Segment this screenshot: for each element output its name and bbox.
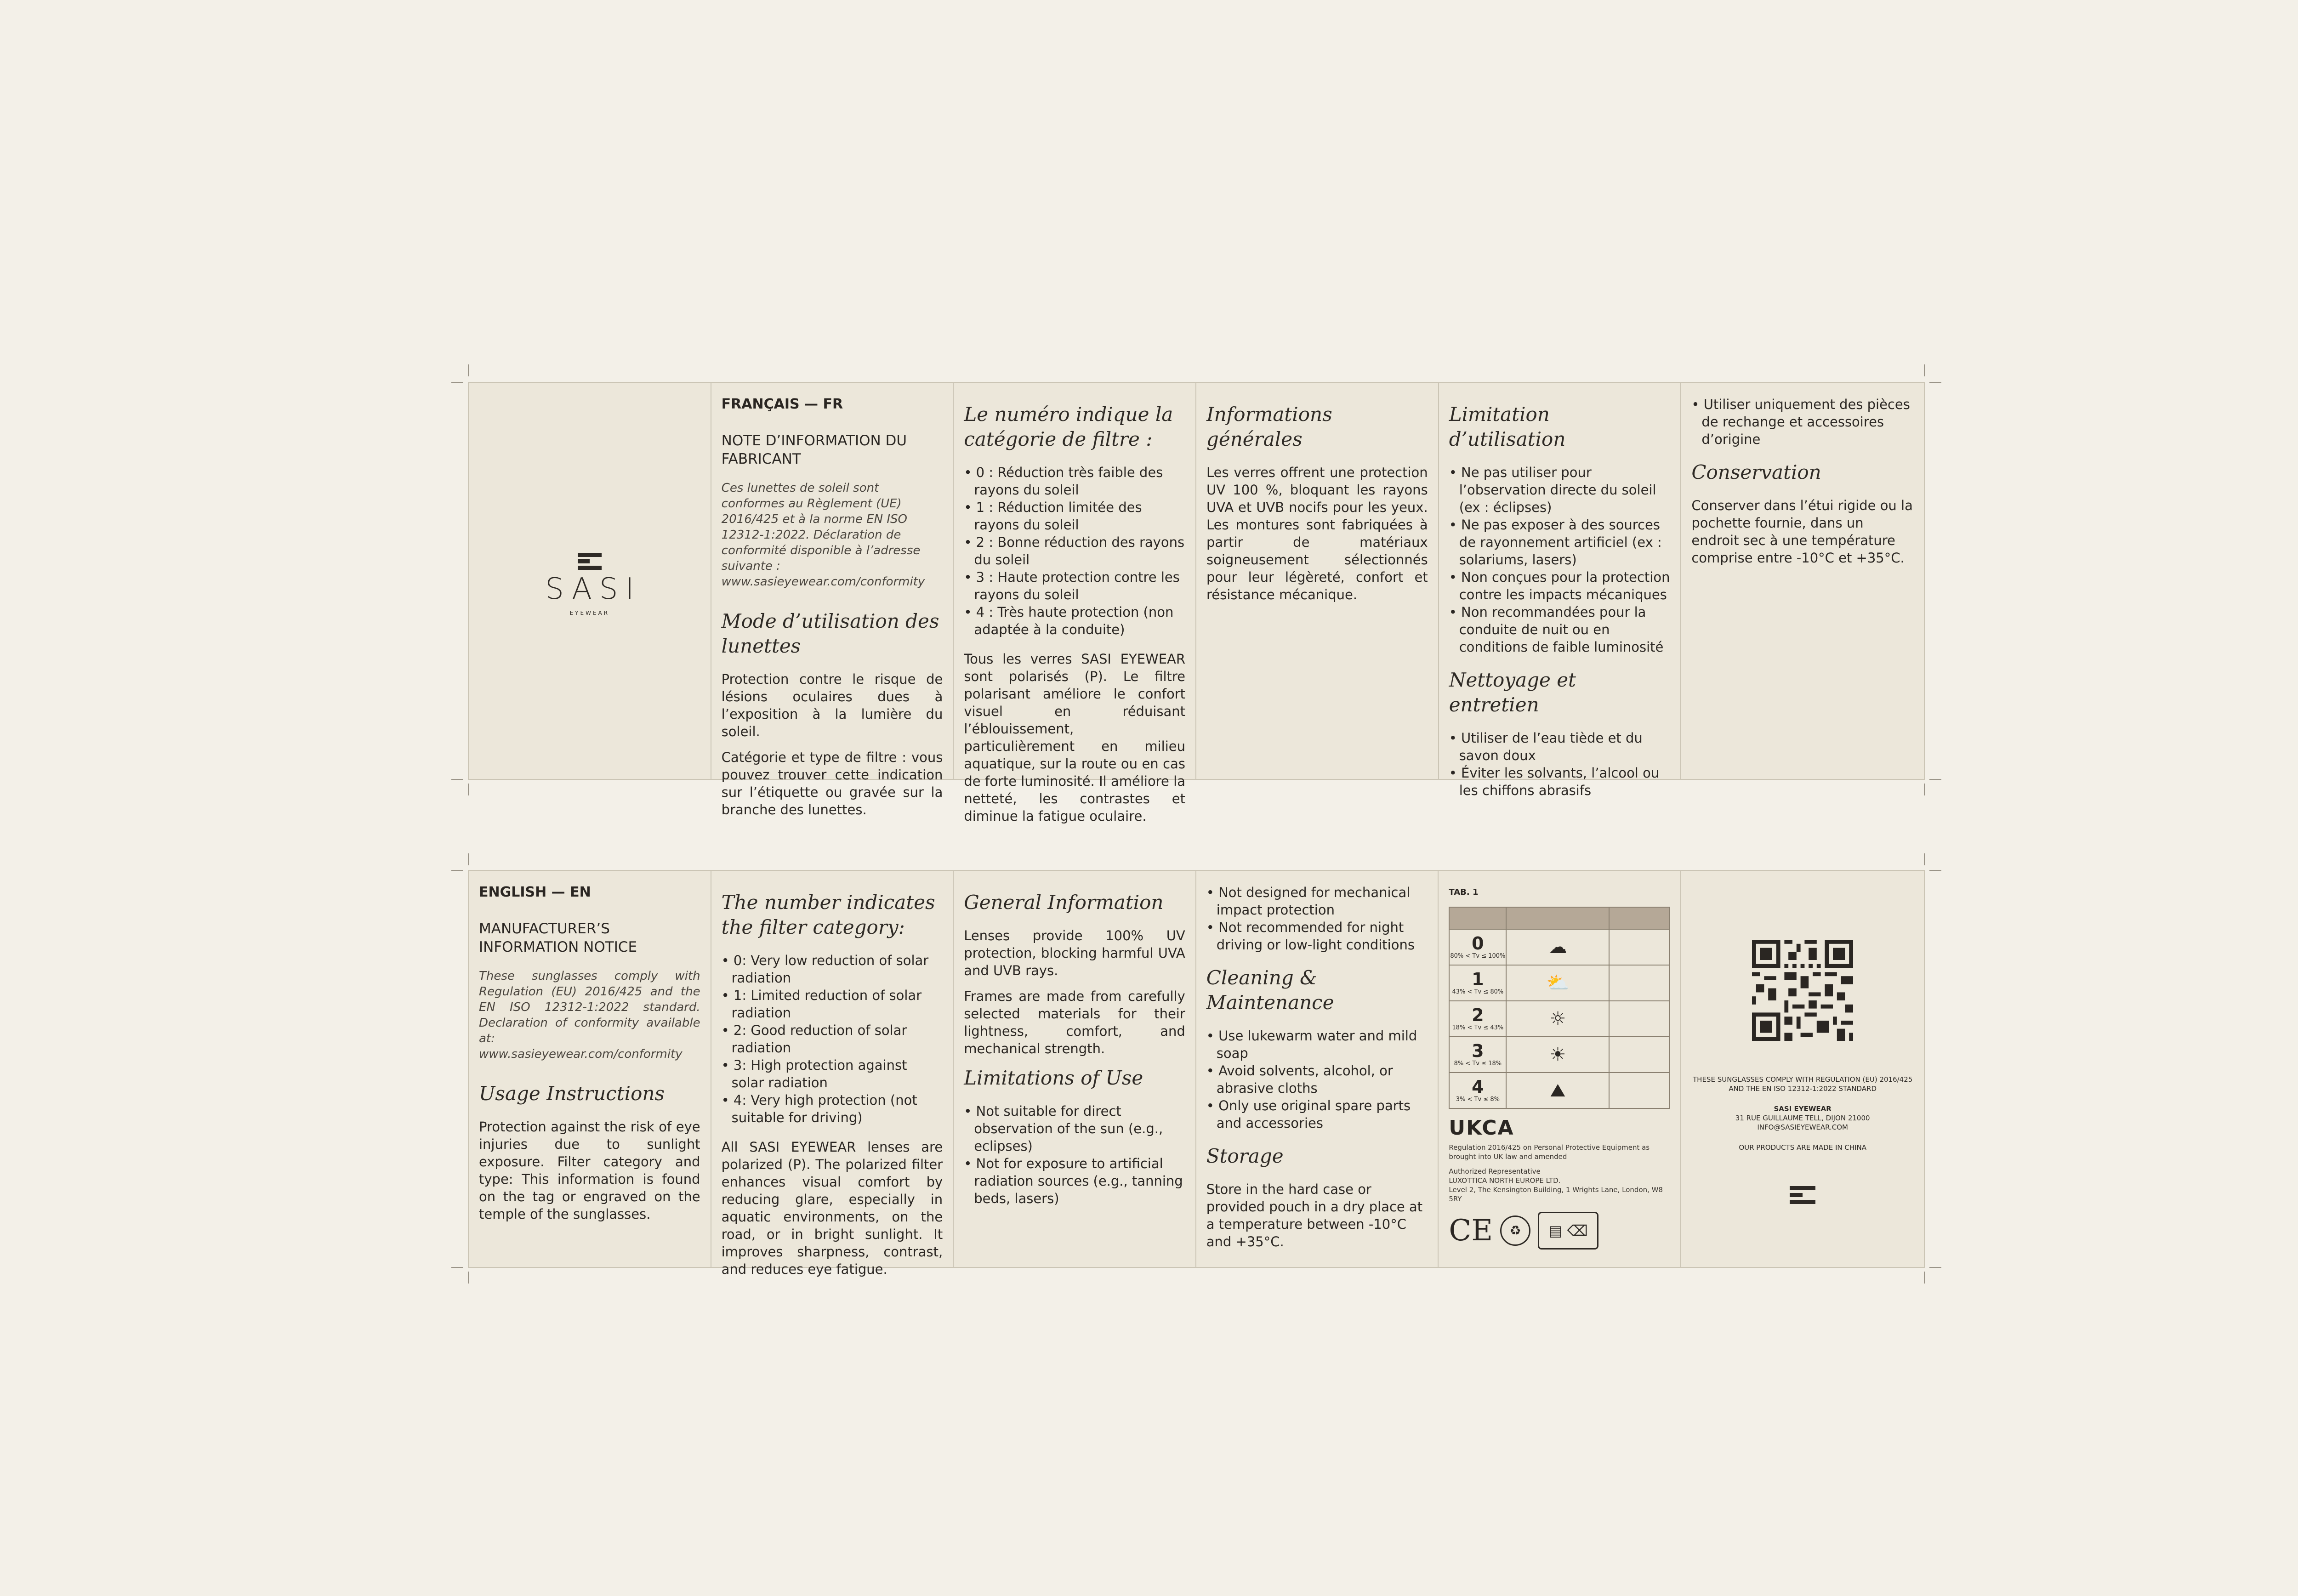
crop-mark (1929, 1267, 1941, 1268)
filter-category-table (1449, 907, 1670, 1109)
en-cleaning-list (1206, 1027, 1428, 1132)
crop-mark (451, 1267, 463, 1268)
en-general-p2: Frames are made from carefully selected materials for their lightness, comfort, and mechanical strength. (964, 988, 1185, 1056)
list-item: • Ne pas exposer à des sources de rayonnement artificiel (ex : solariums, lasers) (1449, 516, 1671, 568)
category-number: 4 (1472, 1077, 1484, 1097)
en-usage-text: Protection against the risk of eye injuries due to sunlight exposure. Filter category and type: This information is found on the tag or engraved on the temple of the sunglasses. (479, 1119, 700, 1222)
category-range: 43% < Tv ≤ 80% (1452, 988, 1504, 995)
category-range: 80% < Tv ≤ 100% (1450, 953, 1506, 960)
category-number: 1 (1472, 969, 1484, 989)
back-panel (1681, 871, 1924, 1267)
table-row (1449, 1037, 1670, 1073)
crop-mark (468, 784, 469, 795)
table-title: TAB. 1 (1449, 887, 1479, 897)
fr-panel-4 (1439, 383, 1682, 798)
en-general-p1: Lenses provide 100% UV protection, blocking harmful UVA and UVB rays. (964, 928, 1185, 978)
en-notice-title: MANUFACTURER’S INFORMATION NOTICE (479, 920, 637, 955)
crop-mark (468, 853, 469, 865)
fr-cleaning-title: Nettoyage et entretien (1449, 669, 1576, 716)
disposal-icon: ▤ ⌫ (1538, 1212, 1598, 1250)
fr-panel-2 (954, 383, 1196, 824)
list-item: • Not suitable for direct observation of the sun (e.g., eclipses) (964, 1102, 1185, 1155)
category-range: 3% < Tv ≤ 8% (1456, 1096, 1500, 1103)
comply-text: THESE SUNGLASSES COMPLY WITH REGULATION (EU) 2016/425 AND THE EN ISO 12312-1:2022 STANDARD (1693, 1075, 1913, 1093)
crop-mark (451, 779, 463, 780)
table-row (1449, 1073, 1670, 1108)
company-block (1735, 1104, 1870, 1132)
qr-code-icon (1752, 940, 1853, 1041)
english-leaflet (468, 870, 1925, 1277)
company-email: INFO@SASIEYEWEAR.COM (1757, 1123, 1848, 1131)
ukca-text: Regulation 2016/425 on Personal Protective Equipment as brought into UK law and amended (1449, 1143, 1650, 1161)
crop-mark (468, 1272, 469, 1284)
list-item: • 0 : Réduction très faible des rayons du soleil (964, 464, 1185, 499)
crop-mark (1924, 1272, 1925, 1284)
list-item: • Ne pas utiliser pour l’observation directe du soleil (ex : éclipses) (1449, 464, 1671, 516)
list-item: • Use lukewarm water and mild soap (1206, 1027, 1428, 1062)
crop-mark (1929, 870, 1941, 871)
list-item: • Non conçues pour la protection contre les impacts mécaniques (1449, 568, 1671, 603)
fr-limits-list (1449, 464, 1671, 656)
en-filter-list (722, 952, 943, 1126)
list-item: • Utiliser uniquement des pièces de rechange et accessoires d’origine (1691, 396, 1914, 448)
list-item: • Not designed for mechanical impact protection (1206, 884, 1428, 919)
crop-mark (1924, 853, 1925, 865)
table-row (1449, 965, 1670, 1001)
brand-name: SASI (545, 572, 642, 606)
rep-address: Level 2, The Kensington Building, 1 Wrights Lane, London, W8 5RY (1449, 1186, 1663, 1203)
rep-label: Authorized Representative (1449, 1167, 1541, 1176)
en-panel-1 (469, 871, 711, 1267)
en-cleaning-title: Cleaning & Maintenance (1206, 966, 1334, 1014)
fr-filter-list (964, 464, 1185, 638)
ce-mark: CE (1449, 1214, 1493, 1248)
list-item: • 1 : Réduction limitée des rayons du soleil (964, 499, 1185, 534)
sasi-logo-icon (1790, 1186, 1815, 1204)
rep-name: LUXOTTICA NORTH EUROPE LTD. (1449, 1176, 1561, 1185)
list-item: • 1: Limited reduction of solar radiation (722, 987, 943, 1022)
crop-mark (451, 382, 463, 383)
bright-sun-icon: ☀ (1506, 1037, 1609, 1073)
en-limits-list-cont (1206, 884, 1428, 954)
french-leaflet (468, 382, 1925, 824)
brand-sub: EYEWEAR (569, 610, 610, 616)
cloud-icon: ☁ (1506, 929, 1609, 965)
certification-marks (1449, 1212, 1670, 1250)
list-item: • 0: Very low reduction of solar radiation (722, 952, 943, 987)
fr-conformity-text: Ces lunettes de soleil sont conformes au Règlement (UE) 2016/425 et à la norme EN ISO 12312-1:2022. Déclaration de conformité disponible à l’adresse suivante : www.sasieyewear.com/conformity (721, 481, 925, 589)
list-item: • 4 : Très haute protection (non adaptée à la conduite) (964, 603, 1185, 638)
en-panel-4 (1196, 871, 1439, 1267)
list-item: • Not for exposure to artificial radiation sources (e.g., tanning beds, lasers) (964, 1155, 1185, 1207)
ukca-mark: UKCA (1449, 1116, 1514, 1140)
fr-panel-1 (711, 383, 954, 818)
crop-mark (1929, 779, 1941, 780)
crop-mark (1929, 382, 1941, 383)
list-item: • Only use original spare parts and accessories (1206, 1097, 1428, 1132)
en-storage-title: Storage (1206, 1145, 1284, 1167)
en-panel-3 (954, 871, 1196, 1267)
fr-panel-5 (1681, 383, 1924, 779)
crop-mark (1924, 784, 1925, 795)
crop-mark (1924, 364, 1925, 376)
fr-lang-heading: FRANÇAIS — FR (721, 396, 843, 412)
fr-panel-3 (1196, 383, 1439, 779)
fr-usage-p1: Protection contre le risque de lésions oculaires dues à l’exposition à la lumière du soleil. (721, 671, 943, 739)
category-range: 8% < Tv ≤ 18% (1454, 1060, 1502, 1067)
list-item: • Utiliser de l’eau tiède et du savon doux (1449, 729, 1671, 764)
fr-general-title: Informations générales (1206, 403, 1332, 450)
company-name: SASI EYEWEAR (1774, 1105, 1832, 1113)
fr-storage-title: Conservation (1691, 461, 1821, 483)
list-item: • 2 : Bonne réduction des rayons du soleil (964, 534, 1185, 568)
list-item: • 3 : Haute protection contre les rayons du soleil (964, 568, 1185, 603)
category-number: 3 (1472, 1041, 1484, 1061)
fr-cleaning-list-cont (1691, 396, 1914, 448)
list-item: • Non recommandées pour la conduite de nuit ou en conditions de faible luminosité (1449, 603, 1671, 656)
list-item: • Not recommended for night driving or low-light conditions (1206, 919, 1428, 954)
category-range: 18% < Tv ≤ 43% (1452, 1024, 1504, 1031)
list-item: • Avoid solvents, alcohol, or abrasive cloths (1206, 1062, 1428, 1097)
mountain-sun-icon: ⛰ (1506, 1073, 1609, 1108)
fr-notice-title: NOTE D’INFORMATION DU FABRICANT (721, 432, 907, 467)
compliance-panel (1439, 871, 1681, 1267)
sun-behind-cloud-icon: ⛅ (1506, 965, 1609, 1001)
en-limits-list (964, 1102, 1185, 1207)
en-storage-text: Store in the hard case or provided pouch in a dry place at a temperature between -10°C and +35°C. (1206, 1181, 1423, 1250)
sasi-logo-icon (578, 553, 602, 570)
en-polarized-text: All SASI EYEWEAR lenses are polarized (P). The polarized filter enhances visual comfort by reducing glare, especially in aquatic environments, on the road, or in bright sunlight. It improves sharpness, contrast, and reduces eye fatigue. (721, 1139, 943, 1277)
fr-usage-p2: Catégorie et type de filtre : vous pouvez trouver cette indication sur l’étiquette ou gravée sur la branche des lunettes. (721, 750, 943, 818)
en-general-title: General Information (964, 891, 1164, 914)
fr-general-text: Les verres offrent une protection UV 100 %, bloquant les rayons UVA et UVB nocifs pour les yeux. Les montures sont fabriquées à partir de matériaux soigneusement sélectionnés pour leur légèreté, confort et résistance mécanique. (1206, 465, 1428, 602)
list-item: • 4: Very high protection (not suitable for driving) (722, 1091, 943, 1126)
fr-filter-title: Le numéro indique la catégorie de filtre : (964, 403, 1173, 450)
table-header-row (1449, 907, 1670, 929)
origin-text: OUR PRODUCTS ARE MADE IN CHINA (1739, 1143, 1867, 1152)
fr-cleaning-list (1449, 729, 1671, 799)
list-item: • Éviter les solvants, l’alcool ou les chiffons abrasifs (1449, 764, 1671, 799)
recycle-icon: ♻ (1500, 1215, 1530, 1246)
list-item: • 2: Good reduction of solar radiation (722, 1022, 943, 1056)
table-row (1449, 1001, 1670, 1037)
crop-mark (468, 364, 469, 376)
fr-usage-title: Mode d’utilisation des lunettes (721, 610, 939, 657)
en-panel-2 (711, 871, 954, 1277)
company-address: 31 RUE GUILLAUME TELL, DIJON 21000 (1735, 1114, 1870, 1122)
en-usage-title: Usage Instructions (479, 1082, 665, 1105)
list-item: • 3: High protection against solar radiation (722, 1056, 943, 1091)
fr-limits-title: Limitation d’utilisation (1449, 403, 1566, 450)
en-limits-title: Limitations of Use (964, 1067, 1143, 1089)
en-lang-heading: ENGLISH — EN (479, 884, 591, 900)
table-row (1449, 929, 1670, 965)
fr-storage-text: Conserver dans l’étui rigide ou la pochette fournie, dans un endroit sec à une température comprise entre -10°C et +35°C. (1691, 498, 1913, 566)
category-number: 0 (1472, 933, 1484, 954)
sun-icon: ☼ (1506, 1001, 1609, 1037)
fr-polarized-text: Tous les verres SASI EYEWEAR sont polarisés (P). Le filtre polarisant améliore le confort visuel en réduisant l’éblouissement, particulièrement en milieu aquatique, sur la route ou en cas de forte luminosité. Il améliore la netteté, les contrastes et diminue la fatigue oculaire. (964, 651, 1186, 824)
category-number: 2 (1472, 1005, 1484, 1025)
en-filter-title: The number indicates the filter category: (721, 891, 935, 938)
logo-panel (469, 383, 711, 779)
crop-mark (451, 870, 463, 871)
en-conformity-text: These sunglasses comply with Regulation (EU) 2016/425 and the EN ISO 12312-1:2022 standard. Declaration of conformity available at: www.sasieyewear.com/conformity (479, 969, 700, 1061)
